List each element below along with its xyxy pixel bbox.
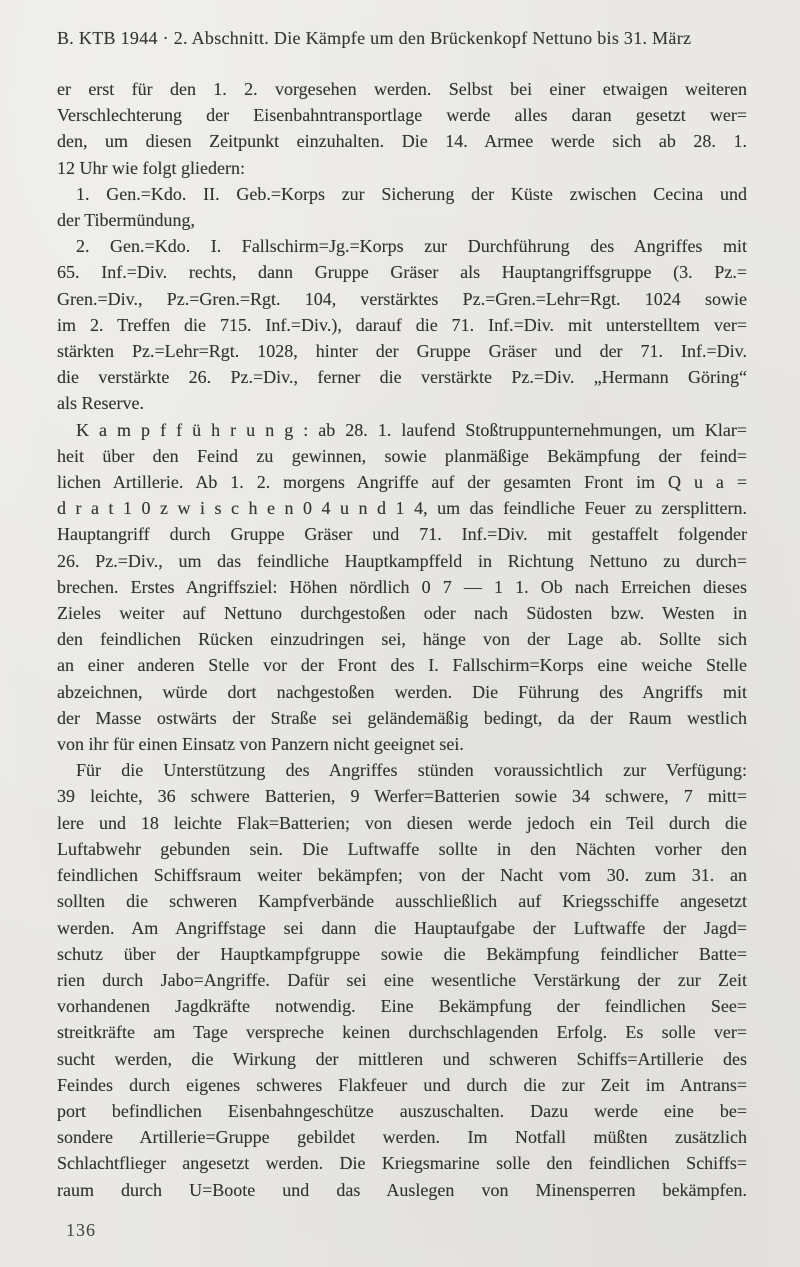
page-body	[57, 76, 747, 1203]
paragraph	[57, 181, 747, 233]
text-line: den feindlichen Rücken einzudringen sei, hänge von der Lage ab. Sollte sich	[57, 629, 747, 650]
paragraph	[57, 757, 747, 1202]
text-line: 39 leichte, 36 schwere Batterien, 9 Werfer=Batterien sowie 34 schwere, 7 mitt=	[57, 786, 747, 807]
text-line: port befindlichen Eisenbahngeschütze auszuschalten. Dazu werde eine be=	[57, 1100, 747, 1121]
text-line: Schlachtflieger angesetzt werden. Die Kriegsmarine solle den feindlichen Schiffs=	[57, 1153, 747, 1174]
text-line: stärkten Pz.=Lehr=Rgt. 1028, hinter der Gruppe Gräser und der 71. Inf.=Div.	[57, 341, 747, 362]
text-line: rien durch Jabo=Angriffe. Dafür sei eine wesentliche Verstärkung der zur Zeit	[57, 969, 747, 990]
page-number: 136	[66, 1220, 96, 1240]
text-line: den, um diesen Zeitpunkt einzuhalten. Die 14. Armee werde sich ab 28. 1.	[57, 131, 747, 152]
text-line: K a m p f f ü h r u n g : ab 28. 1. laufend Stoßtruppunternehmungen, um Klar=	[76, 419, 747, 440]
text-line: abzeichnen, würde dort nachgestoßen werden. Die Führung des Angriffs mit	[57, 681, 747, 702]
text-line: lere und 18 leichte Flak=Batterien; von diesen werde jedoch ein Teil durch die	[57, 812, 747, 833]
text-line: 12 Uhr wie folgt gliedern:	[57, 157, 245, 178]
text-line: heit über den Feind zu gewinnen, sowie planmäßige Bekämpfung der feind=	[57, 445, 747, 466]
text-line: Gren.=Div., Pz.=Gren.=Rgt. 104, verstärktes Pz.=Gren.=Lehr=Rgt. 1024 sowie	[57, 288, 747, 309]
text-line: sucht werden, die Wirkung der mittleren und schweren Schiffs=Artillerie des	[57, 1048, 747, 1069]
text-line: die verstärkte 26. Pz.=Div., ferner die verstärkte Pz.=Div. „Hermann Göring“	[57, 367, 747, 388]
text-line: schutz über der Hauptkampfgruppe sowie die Bekämpfung feindlicher Batte=	[57, 943, 747, 964]
text-line: der Tibermündung,	[57, 210, 196, 231]
text-line: Zieles weiter auf Nettuno durchgestoßen oder nach Südosten bzw. Westen in	[57, 603, 747, 624]
text-line: vorhandenen Jagdkräfte notwendig. Eine Bekämpfung der feindlichen See=	[57, 996, 747, 1017]
text-line: Hauptangriff durch Gruppe Gräser und 71. Inf.=Div. mit gestaffelt folgender	[57, 524, 747, 545]
text-line: er erst für den 1. 2. vorgesehen werden. Selbst bei einer etwaigen weiteren	[57, 79, 747, 99]
text-line: 26. Pz.=Div., um das feindliche Hauptkampffeld in Richtung Nettuno zu durch=	[57, 550, 747, 571]
text-line: Verschlechterung der Eisenbahntransportlage werde alles daran gesetzt wer=	[57, 105, 747, 126]
running-header: B. KTB 1944 · 2. Abschnitt. Die Kämpfe um den Brückenkopf Nettuno bis 31. März	[57, 28, 692, 48]
paragraph	[57, 417, 747, 758]
text-line: Für die Unterstützung des Angriffes stünden voraussichtlich zur Verfügung:	[76, 760, 747, 781]
text-line: sollten die schweren Kampfverbände ausschließlich auf Kriegsschiffe angesetzt	[57, 891, 747, 912]
text-line: feindlichen Schiffsraum weiter bekämpfen; von der Nacht vom 30. zum 31. an	[57, 865, 747, 886]
text-line: 1. Gen.=Kdo. II. Geb.=Korps zur Sicherung der Küste zwischen Cecina und	[76, 183, 747, 204]
text-line: brechen. Erstes Angriffsziel: Höhen nördlich 0 7 — 1 1. Ob nach Erreichen dieses	[57, 576, 747, 597]
text-line: Luftabwehr gebunden sein. Die Luftwaffe sollte in den Nächten vorher den	[57, 838, 747, 859]
text-line: Feindes durch eigenes schweres Flakfeuer und durch die zur Zeit im Antrans=	[57, 1074, 747, 1095]
text-line: als Reserve.	[57, 393, 144, 414]
text-line: der Masse ostwärts der Straße sei geländemäßig bedingt, da der Raum westlich	[57, 707, 747, 728]
text-line: lichen Artillerie. Ab 1. 2. morgens Angriffe auf der gesamten Front im Q u a =	[57, 472, 747, 493]
paragraph	[57, 233, 747, 416]
text-line: 65. Inf.=Div. rechts, dann Gruppe Gräser als Hauptangriffsgruppe (3. Pz.=	[57, 262, 747, 283]
text-line: streitkräfte am Tage verspreche keinen durchschlagenden Erfolg. Es solle ver=	[57, 1022, 747, 1043]
text-line: sondere Artillerie=Gruppe gebildet werden. Im Notfall müßten zusätzlich	[57, 1127, 747, 1148]
text-line: werden. Am Angriffstage sei dann die Hauptaufgabe der Luftwaffe der Jagd=	[57, 917, 747, 938]
text-line: an einer anderen Stelle vor der Front des I. Fallschirm=Korps eine weiche Stelle	[57, 655, 747, 676]
text-line: von ihr für einen Einsatz von Panzern nicht geeignet sei.	[57, 734, 464, 755]
paragraph	[57, 76, 747, 181]
text-line: im 2. Treffen die 715. Inf.=Div.), darauf die 71. Inf.=Div. mit unterstelltem ver=	[57, 314, 747, 335]
text-line: raum durch U=Boote und das Auslegen von Minensperren bekämpfen.	[57, 1179, 747, 1200]
text-line: 2. Gen.=Kdo. I. Fallschirm=Jg.=Korps zur Durchführung des Angriffes mit	[76, 236, 747, 257]
text-line: d r a t 1 0 z w i s c h e n 0 4 u n d 1 4, um das feindliche Feuer zu zersplittern.	[57, 498, 747, 519]
